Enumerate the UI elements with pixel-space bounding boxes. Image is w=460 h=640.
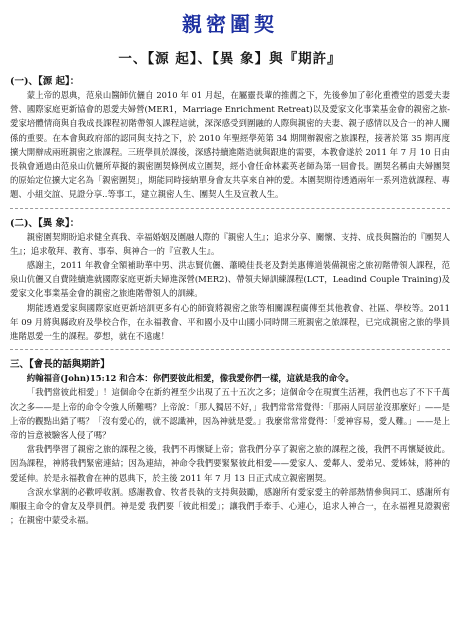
vision-paragraph-2: 感謝主，2011 年教會全額補助華中男、洪志賢伉儷、蕭曉佳長老及對美惠傳道裝備親密之旅初階帶領人課程，范泉山伉儷又自費陸續進就國際家庭更新夫婦進深營(MER2)、帶領夫婦訓練課程(LCT，Leadind Couple Training)及愛家文化事業基金會的親密之旅進階帶領人的訓練。: [10, 260, 450, 299]
vision-paragraph-1: 親密圍契期盼追求健全真我、幸福婚姻及圍融人際的『親密人生』；追求分享、關懷、支持、成長與醫治的『團契人生』；追求敬拜、教育、事奉、與神合一的『宣教人生』。: [10, 231, 450, 256]
section-vision: [10, 215, 450, 344]
section-origin: [10, 73, 450, 202]
section-president-words: [10, 356, 450, 527]
divider: [10, 208, 450, 209]
president-paragraph-3: 含淚水掌割的必歡呼收割。感謝教會、牧者長執的支持與鼓勵，感謝所有愛家愛主的幹部熱情參與同工、感謝所有順服主命令的會友及學員們。神是愛 我們要「彼此相愛」；讓我們手牽手、心連心，追求人神合一，在永福裡見證親密 ；在親密中蒙受永福。: [10, 486, 450, 526]
vision-paragraph-3: 期能透過愛家與國際家庭更新培訓更多有心的師資將親密之旅等相關課程廣傳至其他教會、社區、學校等。2011 年 09 月將與縣政府及學校合作，在永福教會、平和國小及中山國小同時開三班親密之旅課程，已完成親密之旅的學員進階恩愛一生的課程。夢想，就在不遠處！: [10, 302, 450, 342]
section-heading-president: 三、【會長的話與期許】: [10, 359, 110, 371]
main-heading: 一、【源 起】、【異 象】與『期許』: [118, 51, 342, 67]
scripture-verse: 約翰福音(John)15:12 和合本：你們要彼此相愛，像我愛你們一樣，這就是我的命令。: [26, 373, 354, 384]
document-title: 親密圍契: [182, 12, 278, 36]
president-paragraph-2: 當我們學習了親密之旅的課程之後，我們不再懷疑上帝；當我們分享了親密之旅的課程之後，我們不再懷疑彼此。因為課程，神將我們緊密連結；因為連結，神命令我們要緊緊彼此相愛——愛家人、愛鄰人、愛弟兄、愛姊妹，將神的愛延伸。於是永福教會在神的恩典下，於主後 2011 年 7 月 13 日正式成立親密圍契。: [10, 444, 450, 483]
president-paragraph-1: 「我們當彼此相愛」！這個命令在新約裡至少出現了五十五次之多；這個命令在現實生活裡，我們也忘了不下千萬次之多——是上帝的命令令強人所難嗎？上帝說：「那人獨居不好，」我們常常常覺得：「那兩人同居並沒那麼好」——是上帝的觀點出錯了嗎？「沒有愛心的，就不認識神，因為神就是愛。」我麼常常常覺得：「愛神容易，愛人難。」——是上帝的旨意被驗客人侵了嗎？: [10, 387, 450, 441]
divider: [10, 349, 450, 350]
section-heading-vision: (二)、【異 象】：: [10, 217, 80, 229]
origin-paragraph: 蒙上帝的恩典，范泉山醫師伉儷自 2010 年 01 月起，在屬靈長輩的推薦之下，先後參加了彰化重禮堂的恩愛夫妻營、國際家庭更新協會的恩愛夫婦營(MER1，Marriage Enrichment Retreat)以及愛家文化事業基金會的親密之旅-愛家培體情商與自我成長課程初階帶領人課程這就，深深感受到圍融的人際與親密的夫妻、親子感情以及合一的神人關係的重要。在本會與政府部的認同與支持之下，於 2010 年聖經學苑第 34 期開辦親密之旅課程，接著於第 35 期再度擴大開辦成兩班親密之旅課程。三班學員於課後，深感持續進階造就與跟進的需要，本教會遂於 2011 年 7 月 10 日由長執會通過由范泉山伉儷所草擬的親密圍契條例成立圍契，經小會任命林素英老師為第一屆會長。圍契名稱由夫婦團契的原始定位擴大定名為「親密圍契」，期能同時接納單身會友共享來自神的愛。本圍契期待透過兩年一系列造就課程、專題、小組交誼、見證分享..等事工，建立親密人生、團契人生及宣教人生。: [10, 90, 450, 200]
section-heading-origin: (一)、【源 起】：: [10, 76, 80, 87]
